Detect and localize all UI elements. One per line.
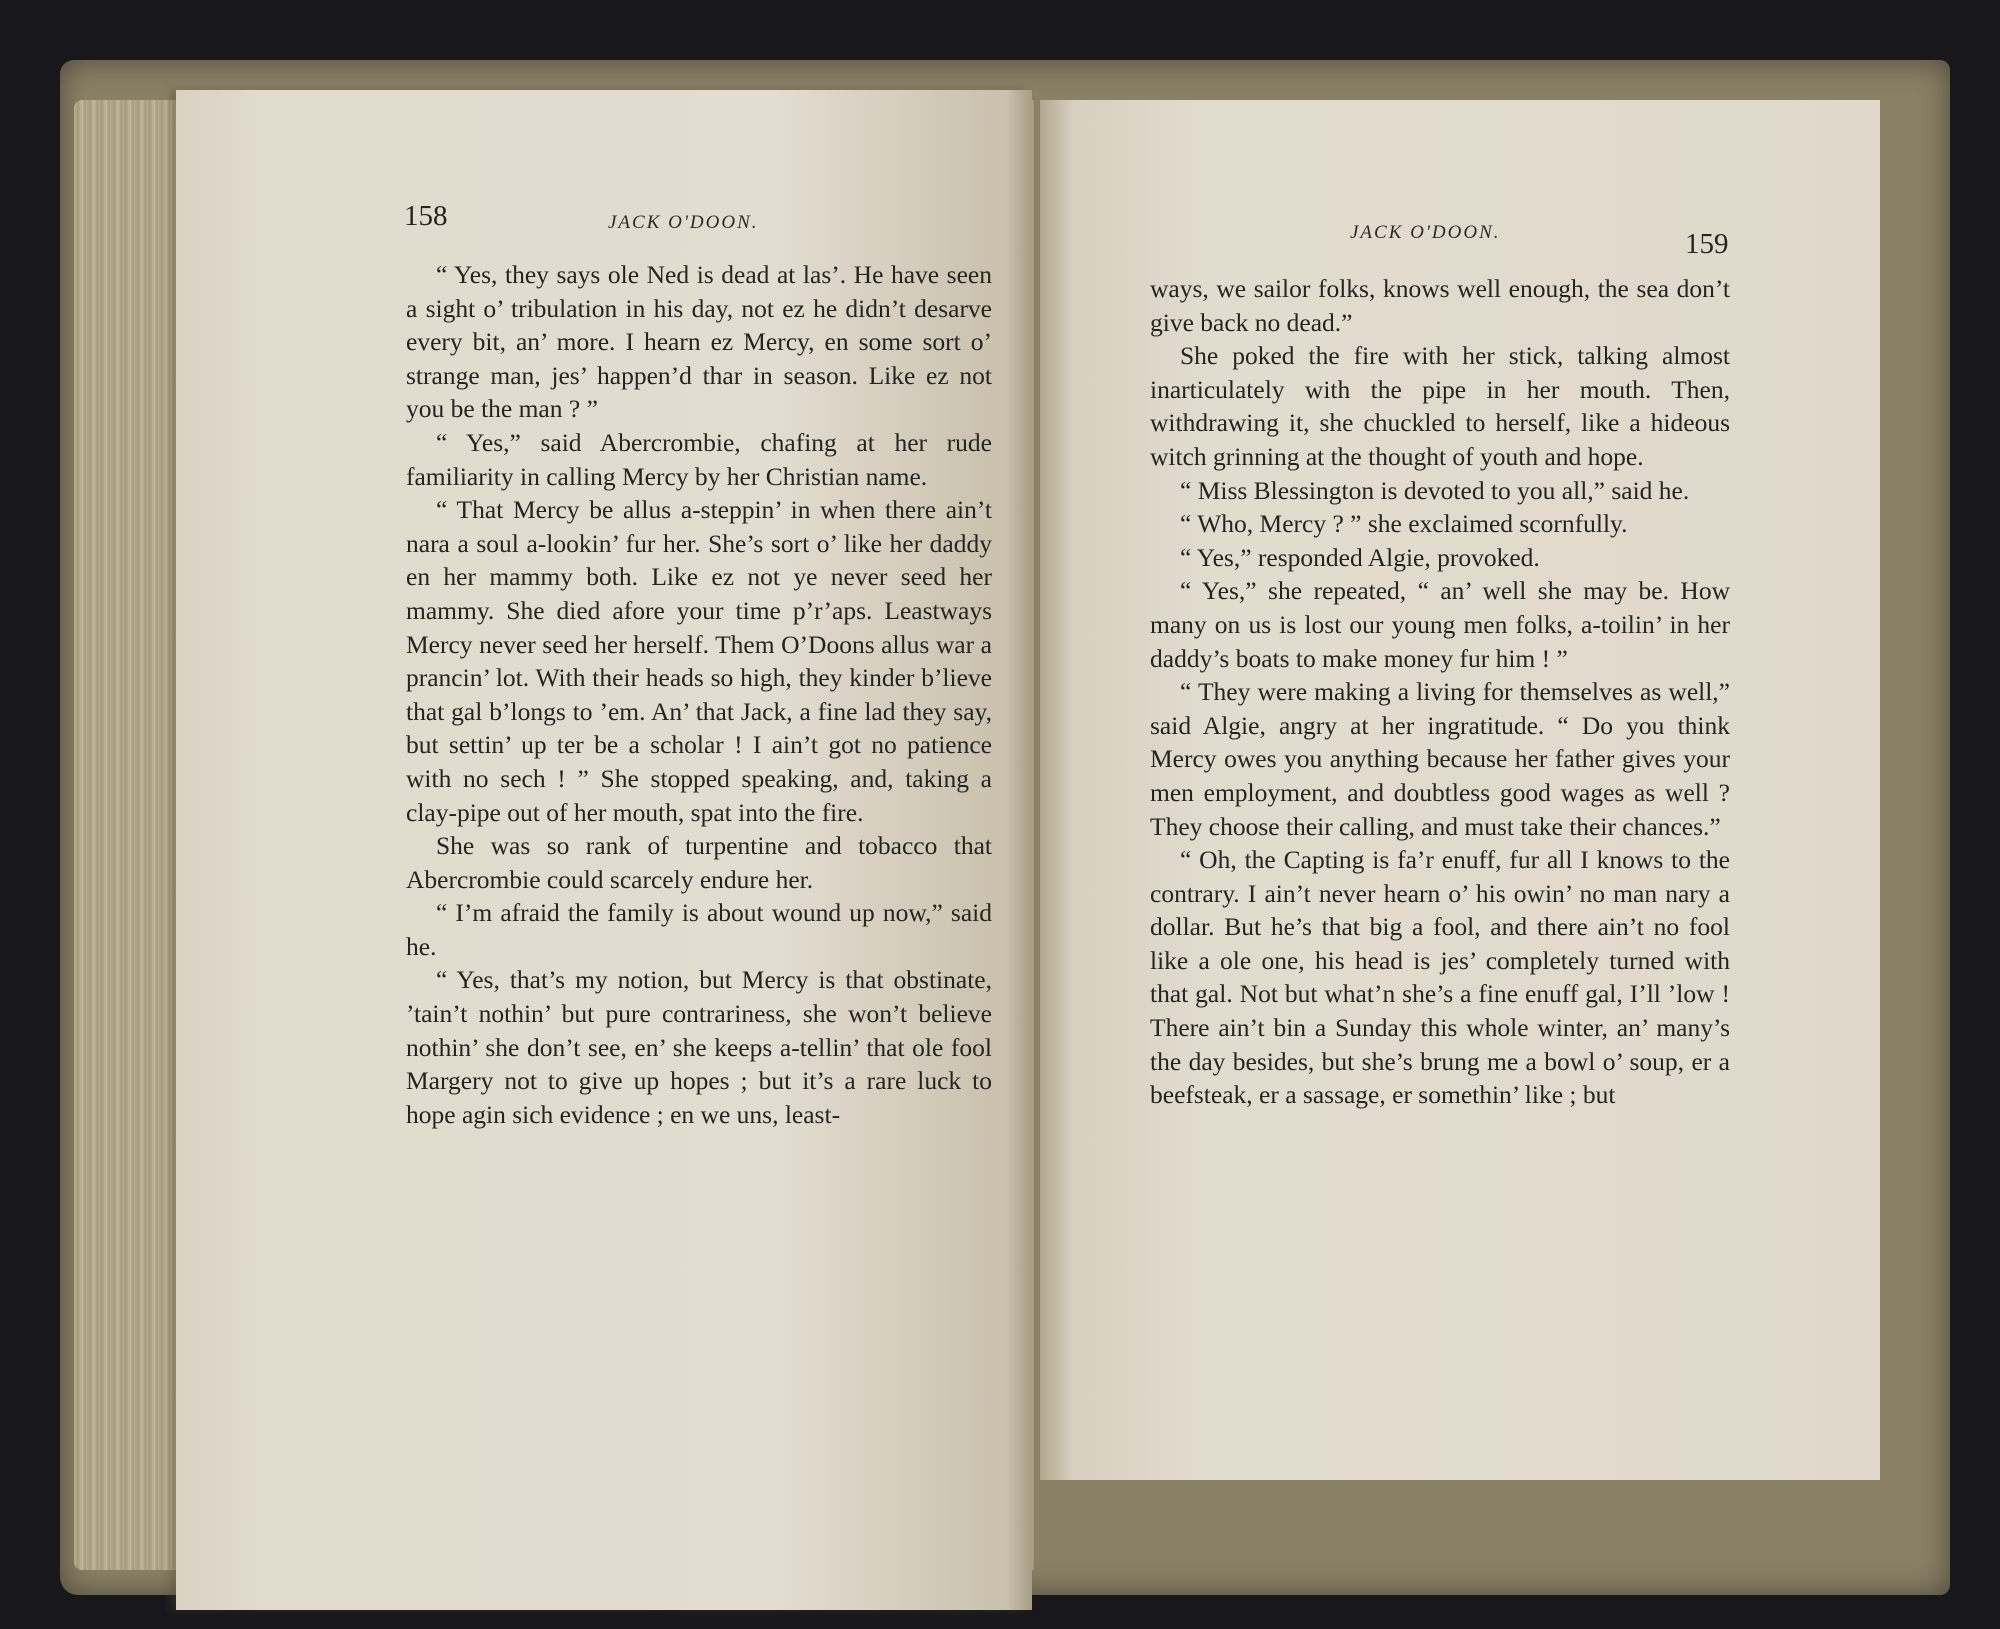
left-page-text: [406, 258, 992, 1131]
paragraph: “ Yes,” said Abercrombie, chafing at her rude familiarity in calling Mercy by her Christian name.: [406, 427, 992, 491]
paragraph: “ Oh, the Capting is fa’r enuff, fur all I knows to the contrary. I ain’t never hearn o’ his owin’ no man nary a dollar. But he’s that big a fool, and there ain’t no fool like a ole one, his head is jes’ completely turned with that gal. Not but what’n she’s a fine enuff gal, I’ll ’low ! There ain’t bin a Sunday this whole winter, an’ many’s the day besides, but she’s brung me a bowl o’ soup, er a beefsteak, er a sassage, er somethin’ like ; but: [1150, 845, 1730, 1110]
paragraph: “ Yes,” she repeated, “ an’ well she may be. How many on us is lost our young men folks, a-toilin’ in her daddy’s boats to make money fur him ! ”: [1150, 576, 1730, 673]
right-page: [1040, 100, 1880, 1480]
paragraph: “ Yes, they says ole Ned is dead at las’. He have seen a sight o’ tribulation in his day, not ez he didn’t desarve every bit, an’ more. I hearn ez Mercy, en some sort o’ strange man, jes’ happen’d thar in season. Like ez not you be the man ? ”: [406, 260, 992, 424]
left-page: [176, 90, 1032, 1610]
paragraph: “ Who, Mercy ? ” she exclaimed scornfully.: [1180, 509, 1628, 539]
paragraph: “ Miss Blessington is devoted to you all,” said he.: [1180, 475, 1690, 505]
paragraph: “ That Mercy be allus a-steppin’ in when there ain’t nara a soul a-lookin’ fur her. She’s sort o’ like her daddy en her mammy both. Like ez not ye never seed her mammy. She died afore your time p’r’aps. Leastways Mercy never seed her herself. Them O’Doons allus war a prancin’ lot. With their heads so high, they kinder b’lieve that gal b’longs to ’em. An’ that Jack, a fine lad they say, but settin’ up ter be a scholar ! I ain’t got no patience with no sech ! ” She stopped speaking, and, taking a clay-pipe out of her mouth, spat into the fire.: [406, 495, 992, 827]
paragraph: “ I’m afraid the family is about wound up now,” said he.: [406, 898, 992, 961]
paragraph: She poked the fire with her stick, talking almost inarticulately with the pipe in her mouth. Then, withdrawing it, she chuckled to herself, like a hideous witch grinning at the thought of youth and hope.: [1150, 341, 1730, 471]
right-page-text: [1150, 272, 1730, 1112]
running-head-left: JACK O'DOON.: [608, 212, 759, 233]
paragraph: “ They were making a living for themselves as well,” said Algie, angry at her ingratitude. “ Do you think Mercy owes you anything because her father gives your men employment, and doubtless good wages as well ? They choose their calling, and must take their chances.”: [1150, 677, 1730, 841]
paragraph: “ Yes, that’s my notion, but Mercy is that obstinate, ’tain’t nothin’ but pure contrariness, she won’t believe nothin’ she don’t see, en’ she keeps a-tellin’ that ole fool Margery not to give up hopes ; but it’s a rare luck to hope agin sich evidence ; en we uns, least-: [406, 965, 992, 1129]
page-number-right: 159: [1685, 228, 1729, 260]
paragraph: “ Yes,” responded Algie, provoked.: [1180, 542, 1540, 572]
page-number-left: 158: [404, 200, 448, 232]
paragraph: ways, we sailor folks, knows well enough, the sea don’t give back no dead.”: [1150, 274, 1730, 337]
paragraph: She was so rank of turpentine and tobacco that Abercrombie could scarcely endure her.: [406, 831, 992, 894]
running-head-right: JACK O'DOON.: [1350, 222, 1501, 243]
